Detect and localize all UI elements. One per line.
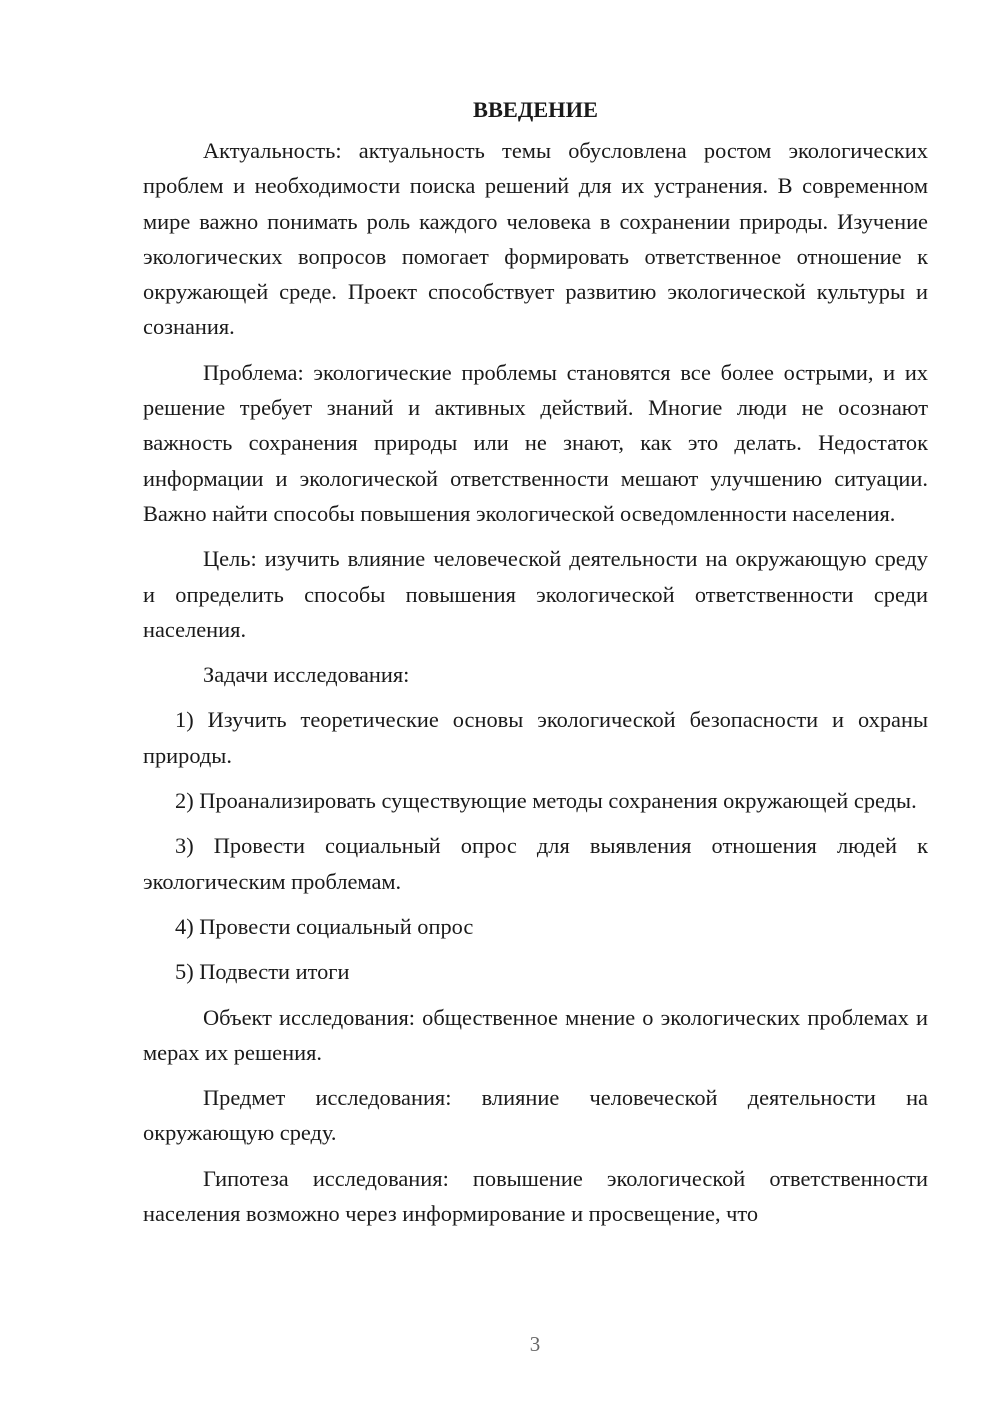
paragraph-hypothesis: Гипотеза исследования: повышение экологической ответственности населения возможно через информирование и просвещение, что	[143, 1165, 928, 1227]
task-item-5: 5) Подвести итоги	[175, 959, 350, 985]
task-item-4: 4) Провести социальный опрос	[175, 913, 474, 939]
page-number: 3	[529, 1332, 541, 1356]
paragraph-relevance: Актуальность: актуальность темы обусловлена ростом экологических проблем и необходимости поиска решений для их устранения. В современном мире важно понимать роль каждого человека в сохранении природы. Изучение экологических вопросов помогает формировать ответственное отношение к окружающей среде. Проект способствует развитию экологической культуры и сознания.	[143, 138, 928, 340]
task-item-1: 1) Изучить теоретические основы экологической безопасности и охраны природы.	[143, 707, 928, 768]
document-page	[143, 92, 928, 1231]
paragraph-goal: Цель: изучить влияние человеческой деятельности на окружающую среду и определить способы повышения экологической ответственности среди населения.	[143, 546, 928, 642]
task-item-2: 2) Проанализировать существующие методы сохранения окружающей среды.	[175, 788, 917, 814]
section-title: ВВЕДЕНИЕ	[473, 97, 598, 122]
task-item-3: 3) Провести социальный опрос для выявления отношения людей к экологическим проблемам.	[143, 833, 928, 894]
tasks-heading: Задачи исследования:	[203, 662, 410, 688]
paragraph-problem: Проблема: экологические проблемы становятся все более острыми, и их решение требует знаний и активных действий. Многие люди не осознают важность сохранения природы или не знают, как это делать. Недостаток информации и экологической ответственности мешают улучшению ситуации. Важно найти способы повышения экологической осведомленности населения.	[143, 359, 928, 526]
paragraph-object: Объект исследования: общественное мнение о экологических проблемах и мерах их решения.	[143, 1004, 928, 1065]
paragraph-subject: Предмет исследования: влияние человеческой деятельности на окружающую среду.	[143, 1085, 928, 1146]
